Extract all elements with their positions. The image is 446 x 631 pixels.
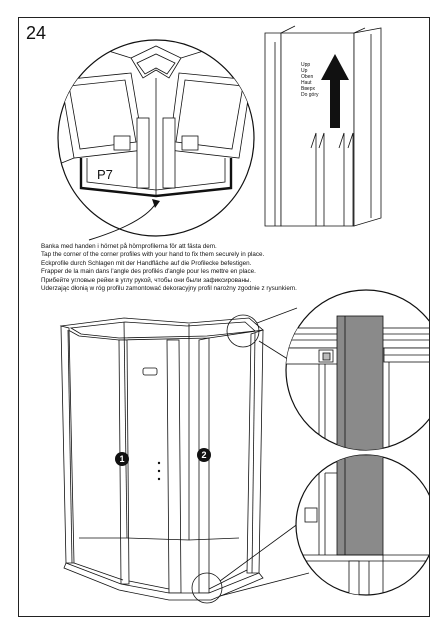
callout-badge-2: 2 <box>197 448 211 462</box>
assembly-illustration <box>19 18 430 617</box>
instruction-polish: Uderzając dłonią w róg profilu zamontować dekoracyjny profil narożny zgodnie z rysunkiem. <box>41 285 297 293</box>
up-label: Oben <box>301 74 314 80</box>
up-label: Upp <box>301 62 311 68</box>
instruction-swedish: Banka med handen i hörnet på hörnprofilerna för att fästa dem. <box>41 243 217 250</box>
instruction-text <box>41 243 421 293</box>
bottom-joint-detail <box>296 455 430 601</box>
step-number: 24 <box>26 23 47 43</box>
instruction-russian: Прибейте угловые рейки в углу рукой, чтобы они были зафиксированы. <box>41 276 252 284</box>
top-corner-detail <box>39 40 269 240</box>
callout-badge-1: 1 <box>115 452 129 466</box>
up-label: Up <box>301 68 308 74</box>
top-joint-detail <box>279 290 430 451</box>
up-direction-labels <box>301 62 319 98</box>
instruction-french: Frapper de la main dans l'angle des profilés d'angle pour les mettre en place. <box>41 268 256 276</box>
part-label-p7: P7 <box>97 167 113 182</box>
up-label: Haut <box>301 80 312 86</box>
instruction-page <box>18 17 430 617</box>
instruction-german: Eckprofile durch Schlagen mit der Handfläche auf die Profilecke befestigen. <box>41 259 252 267</box>
corner-profile-drawing <box>265 26 381 226</box>
instruction-english: Tap the corner of the corner profiles with your hand to fix them securely in place. <box>41 251 265 259</box>
up-label: Do góry <box>301 92 319 98</box>
up-label: Вверх <box>301 86 315 92</box>
shower-cabin-drawing <box>61 308 309 603</box>
